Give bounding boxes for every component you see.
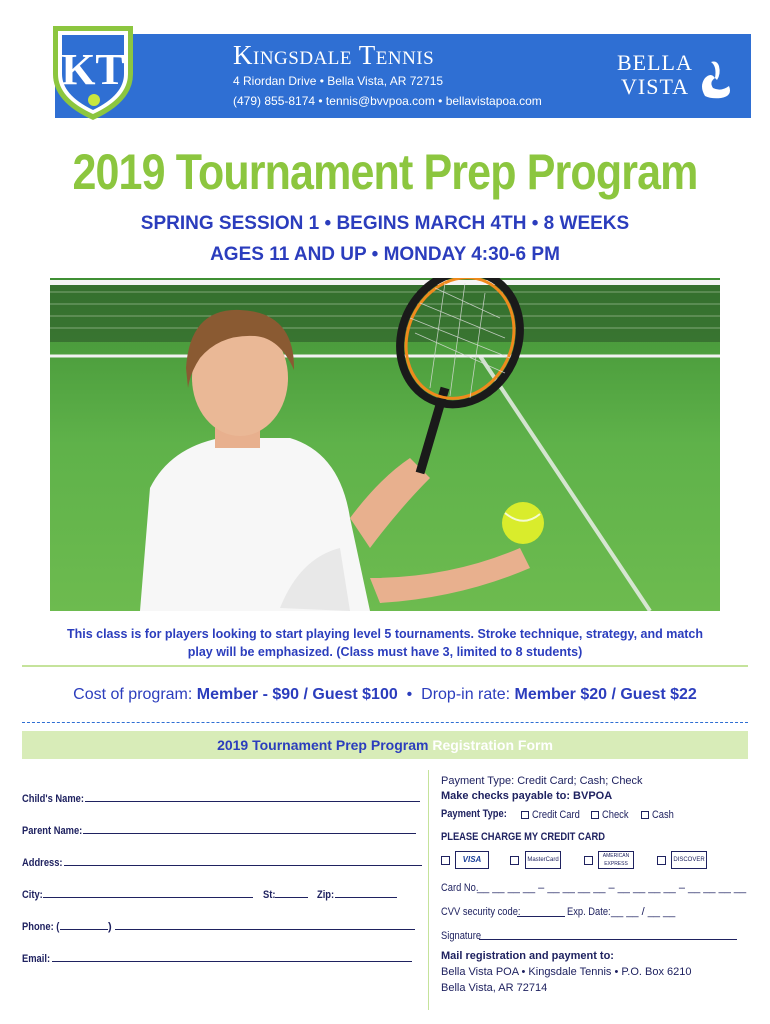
bella-vista-logo: [605, 50, 735, 106]
payment-types-note: Payment Type: Credit Card; Cash; Check: [441, 775, 643, 787]
visa-icon: VISA: [455, 851, 489, 869]
phone-field[interactable]: [22, 920, 415, 933]
form-heading-title: Registration Form: [432, 737, 553, 753]
check-option[interactable]: [591, 809, 633, 821]
phone-close-paren: ): [108, 921, 112, 933]
card-number-label: Card No.: [441, 882, 479, 894]
payment-type-row: [441, 808, 674, 821]
exp-date-label: Exp. Date:: [567, 906, 611, 918]
cash-checkbox[interactable]: [641, 811, 649, 819]
parent-name-field[interactable]: [22, 824, 416, 837]
mail-address-line1: Bella Vista POA • Kingsdale Tennis • P.O. Box 6210: [441, 966, 692, 978]
cost-label: Cost of program:: [73, 686, 197, 703]
form-heading-program: 2019 Tournament Prep Program: [217, 737, 433, 753]
cost-member-guest: Member - $90 / Guest $100: [196, 686, 398, 703]
header: [0, 0, 770, 130]
credit-card-label: Credit Card: [532, 809, 580, 821]
discover-checkbox[interactable]: [657, 856, 666, 865]
cost-line: [0, 686, 770, 704]
card-number-blanks: __ __ __ __ – __ __ __ __ – __ __ __ __ – __ __ __ __: [477, 882, 747, 894]
check-label: Check: [602, 809, 629, 821]
org-contact: (479) 855-8174 • tennis@bvvpoa.com • bellavistapoa.com: [233, 94, 542, 108]
visa-checkbox[interactable]: [441, 856, 450, 865]
child-name-field[interactable]: [22, 792, 420, 805]
session-info: SPRING SESSION 1 • BEGINS MARCH 4TH • 8 WEEKS: [140, 213, 630, 234]
cvv-label: CVV security code:: [441, 906, 521, 918]
registration-form-heading: [22, 731, 748, 759]
payable-note: Make checks payable to: BVPOA: [441, 790, 613, 802]
mastercard-checkbox[interactable]: [510, 856, 519, 865]
city-field[interactable]: [22, 888, 397, 901]
zip-label: Zip:: [317, 889, 335, 901]
dashed-divider: [22, 722, 748, 723]
schedule-info: AGES 11 AND UP • MONDAY 4:30-6 PM: [210, 244, 560, 265]
email-label: Email:: [22, 953, 51, 965]
exp-date-blanks: __ __ / __ __: [611, 906, 676, 918]
address-label: Address:: [22, 857, 63, 869]
org-address: 4 Riordan Drive • Bella Vista, AR 72715: [233, 74, 444, 88]
org-name: Kingsdale Tennis: [233, 40, 435, 70]
charge-card-label: PLEASE CHARGE MY CREDIT CARD: [441, 831, 605, 843]
cost-separator: •: [397, 686, 422, 703]
state-label: St:: [262, 889, 275, 901]
kingsdale-logo-icon: [45, 22, 141, 122]
discover-icon: DISCOVER: [671, 851, 707, 869]
partner-logo-line2: VISTA: [621, 74, 690, 99]
amex-checkbox[interactable]: [584, 856, 593, 865]
card-number-field[interactable]: [441, 882, 747, 894]
svg-text:KT: KT: [61, 45, 125, 94]
swan-icon: [695, 56, 735, 100]
signature-label: Signature: [441, 930, 482, 942]
dropin-label: Drop-in rate:: [421, 686, 515, 703]
mastercard-icon: MasterCard: [525, 851, 561, 869]
parent-name-label: Parent Name:: [22, 825, 83, 837]
credit-card-option[interactable]: [521, 809, 588, 821]
amex-icon: AMERICAN EXPRESS: [598, 851, 634, 869]
cash-label: Cash: [652, 809, 674, 821]
form-column-divider: [428, 770, 429, 1010]
dropin-value: Member $20 / Guest $22: [514, 686, 697, 703]
signature-field[interactable]: [441, 930, 488, 942]
page-title: 2019 Tournament Prep Program: [72, 144, 698, 200]
address-field[interactable]: [22, 856, 422, 869]
cash-option[interactable]: [641, 809, 678, 821]
phone-label: Phone: (: [22, 921, 60, 933]
payment-type-label: Payment Type:: [441, 808, 507, 820]
program-description: This class is for players looking to start playing level 5 tournaments. Stroke technique, strategy, and match play will be emphasized. (Class must have 3, limited to 8 students): [66, 627, 704, 659]
tennis-player-photo: [50, 278, 720, 611]
cvv-field[interactable]: [441, 906, 676, 918]
email-field[interactable]: [22, 952, 412, 965]
mail-heading: Mail registration and payment to:: [441, 950, 614, 962]
partner-logo-line1: BELLA: [617, 50, 693, 75]
city-label: City:: [22, 889, 43, 901]
check-checkbox[interactable]: [591, 811, 599, 819]
divider: [22, 665, 748, 667]
credit-card-checkbox[interactable]: [521, 811, 529, 819]
mail-address-line2: Bella Vista, AR 72714: [441, 982, 548, 994]
child-name-label: Child's Name:: [22, 793, 84, 805]
